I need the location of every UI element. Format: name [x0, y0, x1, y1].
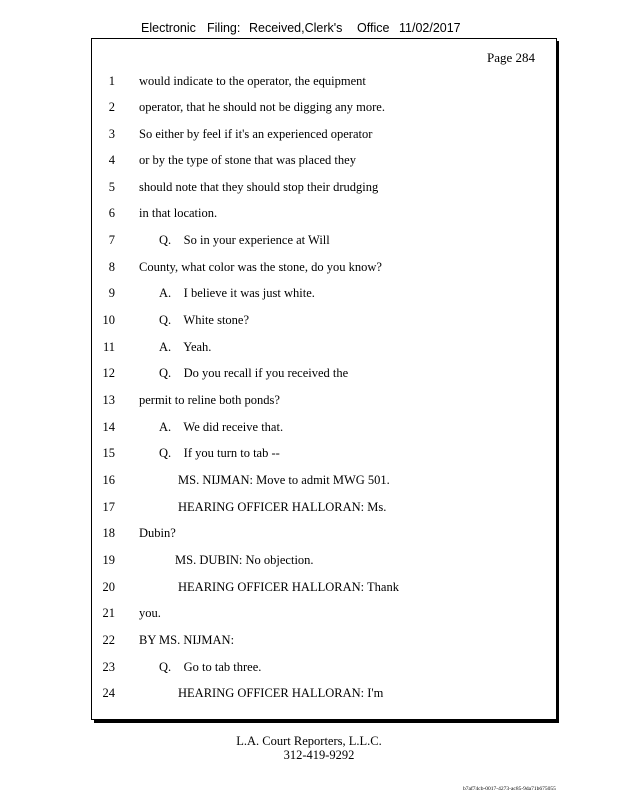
- line-number: 19: [102, 553, 115, 567]
- line-number: 24: [102, 686, 115, 700]
- transcript-line: [0, 74, 618, 94]
- transcript-line: [0, 393, 618, 413]
- line-number: 10: [102, 313, 115, 327]
- line-text: A. Yeah.: [159, 340, 212, 354]
- line-number: 5: [108, 180, 115, 194]
- transcript-line: [0, 686, 618, 706]
- line-text: should note that they should stop their drudging: [139, 180, 379, 194]
- transcript-line: [0, 260, 618, 280]
- line-number: 3: [108, 127, 115, 141]
- header-date: 11/02/2017: [399, 21, 461, 35]
- line-text: Q. Do you recall if you received the: [159, 366, 349, 380]
- transcript-line: [0, 553, 618, 573]
- transcript-line: [0, 633, 618, 653]
- transcript-line: [0, 420, 618, 440]
- line-number: 6: [108, 206, 115, 220]
- line-text: A. We did receive that.: [159, 420, 284, 434]
- line-number: 22: [102, 633, 115, 647]
- transcript-line: [0, 526, 618, 546]
- document-id: b7af74cb-0017-4273-ac85-9da71b675055: [463, 786, 556, 792]
- line-text: A. I believe it was just white.: [159, 286, 315, 300]
- transcript-line: [0, 286, 618, 306]
- line-number: 9: [108, 286, 115, 300]
- transcript-line: [0, 473, 618, 493]
- header-office: Office: [357, 21, 390, 35]
- transcript-line: [0, 127, 618, 147]
- footer-company: L.A. Court Reporters, L.L.C.: [236, 734, 382, 748]
- transcript-line: [0, 340, 618, 360]
- line-number: 4: [108, 153, 115, 167]
- line-text: operator, that he should not be digging any more.: [139, 100, 385, 114]
- transcript-line: [0, 366, 618, 386]
- line-number: 11: [102, 340, 115, 354]
- page-number: Page 284: [487, 50, 536, 65]
- line-number: 23: [102, 660, 115, 674]
- line-number: 13: [102, 393, 115, 407]
- transcript-line: [0, 580, 618, 600]
- transcript-line: [0, 180, 618, 200]
- filing-header: [0, 21, 618, 37]
- line-text: Dubin?: [139, 526, 176, 540]
- line-text: or by the type of stone that was placed they: [139, 153, 356, 167]
- line-number: 18: [102, 526, 115, 540]
- line-text: MS. DUBIN: No objection.: [175, 553, 314, 567]
- line-number: 14: [102, 420, 115, 434]
- line-text: Q. If you turn to tab --: [159, 446, 280, 460]
- line-text: Q. White stone?: [159, 313, 250, 327]
- line-number: 1: [108, 74, 115, 88]
- line-number: 15: [102, 446, 115, 460]
- header-received: Received,Clerk's: [249, 21, 343, 35]
- line-text: would indicate to the operator, the equipment: [139, 74, 366, 88]
- transcript-line: [0, 660, 618, 680]
- line-text: HEARING OFFICER HALLORAN: Ms.: [178, 500, 387, 514]
- footer-phone: 312-419-9292: [283, 748, 355, 762]
- line-text: you.: [139, 606, 161, 620]
- line-number: 21: [102, 606, 115, 620]
- line-text: Q. So in your experience at Will: [159, 233, 330, 247]
- line-number: 8: [108, 260, 115, 274]
- line-number: 2: [108, 100, 115, 114]
- transcript-line: [0, 500, 618, 520]
- line-text: County, what color was the stone, do you know?: [139, 260, 382, 274]
- transcript-line: [0, 100, 618, 120]
- line-number: 16: [102, 473, 115, 487]
- line-number: 17: [102, 500, 115, 514]
- header-electronic: Electronic: [141, 21, 196, 35]
- line-text: MS. NIJMAN: Move to admit MWG 501.: [178, 473, 390, 487]
- transcript-line: [0, 233, 618, 253]
- transcript-line: [0, 153, 618, 173]
- line-text: permit to reline both ponds?: [139, 393, 280, 407]
- line-text: BY MS. NIJMAN:: [139, 633, 235, 647]
- line-text: So either by feel if it's an experienced operator: [139, 127, 373, 141]
- line-number: 12: [102, 366, 115, 380]
- header-filing: Filing:: [207, 21, 241, 35]
- transcript-line: [0, 313, 618, 333]
- transcript-line: [0, 446, 618, 466]
- line-text: Q. Go to tab three.: [159, 660, 262, 674]
- transcript-line: [0, 206, 618, 226]
- frame-shadow-bottom: [94, 720, 559, 723]
- line-text: HEARING OFFICER HALLORAN: Thank: [178, 580, 399, 594]
- line-text: HEARING OFFICER HALLORAN: I'm: [178, 686, 384, 700]
- line-text: in that location.: [139, 206, 218, 220]
- line-number: 7: [108, 233, 115, 247]
- line-number: 20: [102, 580, 115, 594]
- transcript-line: [0, 606, 618, 626]
